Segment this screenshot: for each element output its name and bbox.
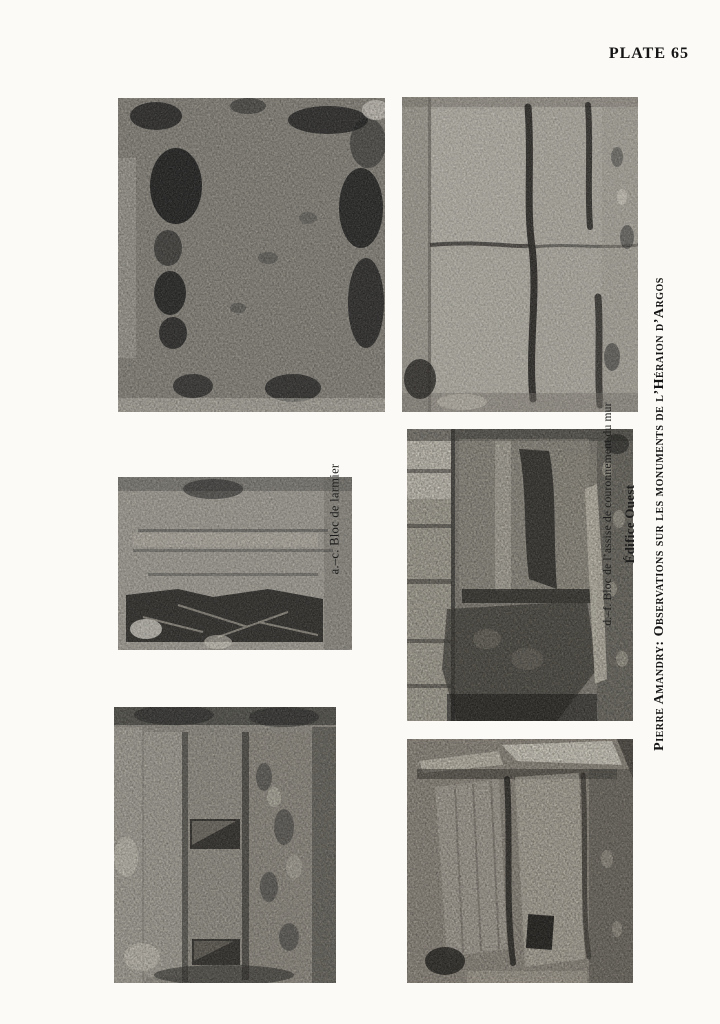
photo-b-image (118, 477, 352, 650)
photo-b (118, 477, 352, 650)
photo-f-image (407, 739, 633, 983)
photo-a-image (118, 98, 385, 412)
caption-figures-d-f: d.–f. Bloc de l’assise de couronnement du mur (602, 402, 614, 626)
photo-e-image (407, 429, 633, 721)
running-head: Pierre Amandry: Observations sur les monuments de l’Héraion d’Argos (652, 277, 667, 751)
photo-f (407, 739, 633, 983)
photo-c-image (114, 707, 336, 983)
photo-c (114, 707, 336, 983)
caption-figures-a-c: a.–c. Bloc de larmier (327, 463, 342, 575)
section-title-edifice-ouest: Édifice Ouest (622, 484, 637, 564)
photo-a (118, 98, 385, 412)
photo-d (402, 97, 638, 412)
plate-number: PLATE 65 (608, 45, 689, 62)
photo-d-image (402, 97, 638, 412)
photo-e (407, 429, 633, 721)
